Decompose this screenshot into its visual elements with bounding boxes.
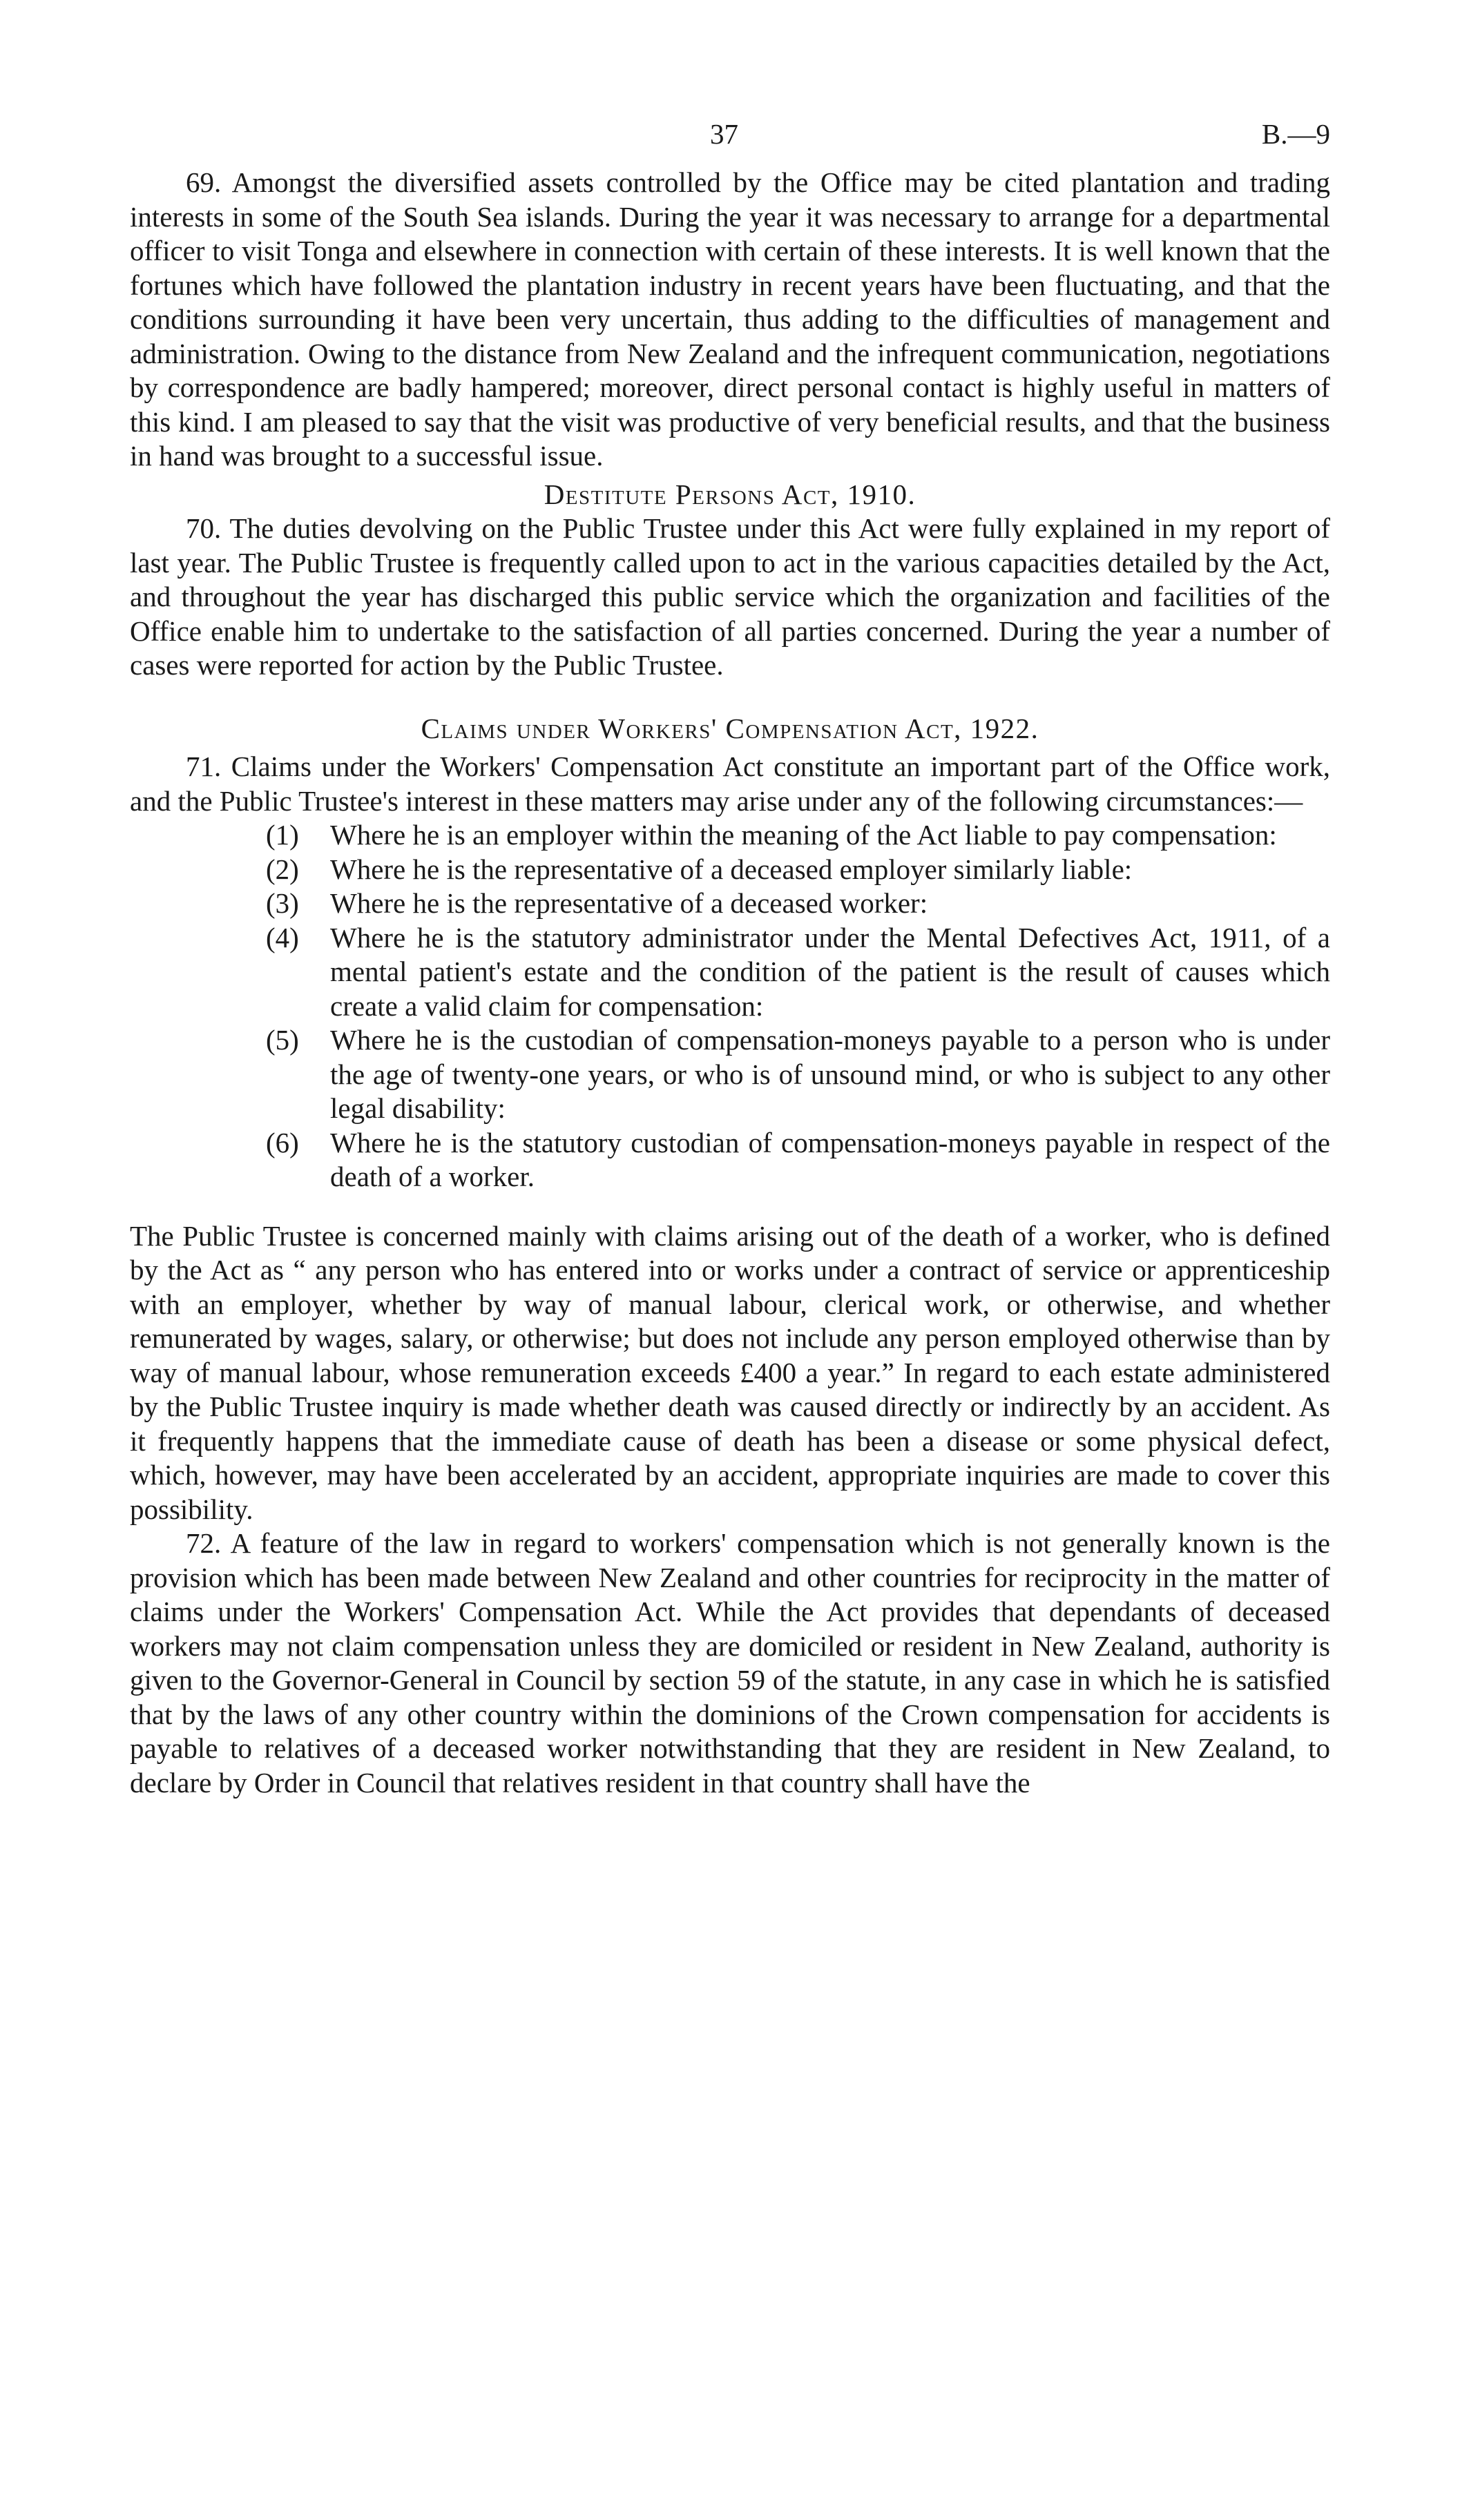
document-reference: B.—9 (1261, 118, 1330, 150)
list-item-number: (5) (266, 1024, 299, 1056)
list-item (130, 1023, 1330, 1126)
paragraph-71: 71. Claims under the Workers' Compensation Act constitute an important part of the Office work, and the Public Trustee's interest in these matters may arise under any of the following circumstances:— (130, 750, 1330, 817)
paragraph-69: 69. Amongst the diversified assets controlled by the Office may be cited plantation and trading interests in some of the South Sea islands. During the year it was necessary to arrange for a departmental officer to visit Tonga and elsewhere in connection with certain of these interests. It is well known that the fortunes which have followed the plantation industry in recent years have been fluctuating, and that the conditions surrounding it have been very uncertain, thus adding to the difficulties of management and administration. Owing to the distance from New Zealand and the infrequent communication, negotiations by correspondence are badly hampered; moreover, direct personal contact is highly useful in matters of this kind. I am pleased to say that the visit was productive of very beneficial results, and that the business in hand was brought to a successful issue. (130, 166, 1330, 472)
page-header (130, 117, 1330, 166)
circumstances-list (130, 818, 1330, 1194)
document-page (130, 117, 1330, 1800)
list-item-text: Where he is the statutory administrator under the Mental Defectives Act, 1911, of a mental patient's estate and the condition of the patient is the result of causes which create a valid claim for compensation: (330, 921, 1330, 1022)
list-item-number: (2) (266, 853, 299, 885)
list-item-number: (4) (266, 921, 299, 953)
list-item-text: Where he is the custodian of compensation-moneys payable to a person who is under the age of twenty-one years, or who is of unsound mind, or who is subject to any other legal disability: (330, 1024, 1330, 1124)
paragraph-70: 70. The duties devolving on the Public Trustee under this Act were fully explained in my report of last year. The Public Trustee is frequently called upon to act in the various capacities detailed by the Act, and throughout the year has discharged this public service which the organization and facilities of the Office enable him to undertake to the satisfaction of all parties concerned. During the year a number of cases were reported for action by the Public Trustee. (130, 512, 1330, 681)
list-item (130, 921, 1330, 1024)
list-item (130, 1126, 1330, 1194)
list-item (130, 853, 1330, 887)
list-item-number: (6) (266, 1126, 299, 1159)
paragraph-72: 72. A feature of the law in regard to workers' compensation which is not generally known is the provision which has been made between New Zealand and other countries for reciprocity in the matter of claims under the Workers' Compensation Act. While the Act provides that dependants of deceased workers may not claim compensation unless they are domiciled or resident in New Zealand, authority is given to the Governor-General in Council by section 59 of the statute, in any case in which he is satisfied that by the laws of any other country within the dominions of the Crown compensation for accidents is payable to relatives of a deceased worker notwithstanding that they are resident in New Zealand, to declare by Order in Council that relatives resident in that country shall have the (130, 1527, 1330, 1799)
list-item-text: Where he is an employer within the meaning of the Act liable to pay compensation: (330, 819, 1277, 851)
section-heading-workers-compensation-act: Claims under Workers' Compensation Act, 1922. (421, 712, 1039, 744)
page-number: 37 (710, 118, 738, 150)
list-item-text: Where he is the representative of a deceased employer similarly liable: (330, 853, 1133, 885)
list-item-number: (3) (266, 887, 299, 919)
list-item-number: (1) (266, 819, 299, 851)
list-item-text: Where he is the representative of a deceased worker: (330, 887, 928, 919)
paragraph-worker-definition: The Public Trustee is concerned mainly with claims arising out of the death of a worker, who is defined by the Act as “ any person who has entered into or works under a contract of service or apprenticeship with an employer, whether by way of manual labour, clerical work, or otherwise, and whether remunerated by wages, salary, or otherwise; but does not include any person employed otherwise than by way of manual labour, whose remuneration exceeds £400 a year.” In regard to each estate administered by the Public Trustee inquiry is made whether death was caused directly or indirectly by an accident. As it frequently happens that the immediate cause of death has been a disease or some physical defect, which, however, may have been accelerated by an accident, appropriate inquiries are made to cover this possibility. (130, 1219, 1330, 1525)
list-item (130, 886, 1330, 921)
list-item-text: Where he is the statutory custodian of compensation-moneys payable in respect of the death of a worker. (330, 1126, 1330, 1192)
list-item (130, 818, 1330, 853)
section-heading-destitute-persons-act: Destitute Persons Act, 1910. (544, 478, 916, 510)
